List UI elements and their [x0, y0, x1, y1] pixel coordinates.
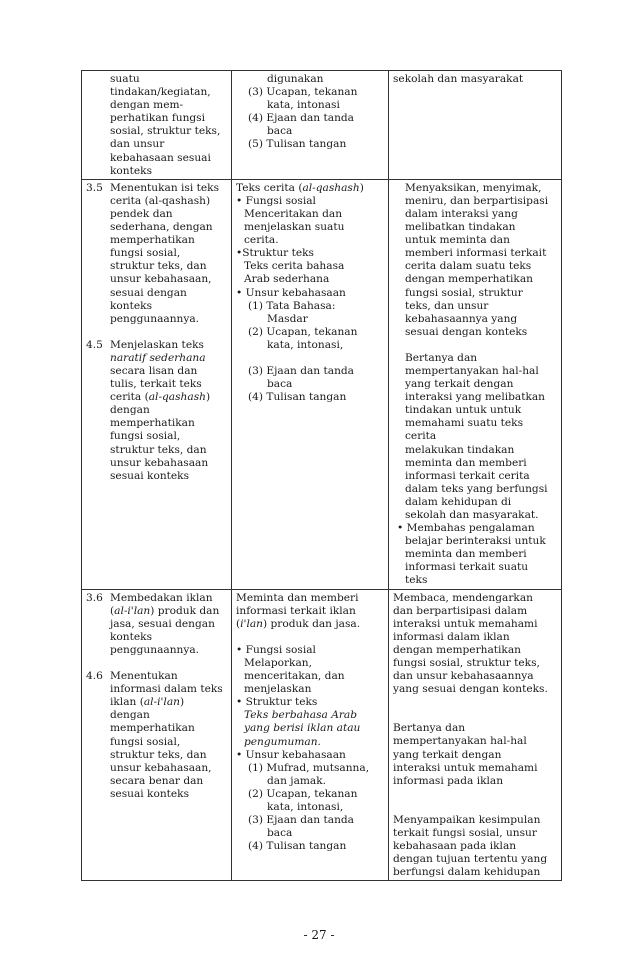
text-line: dalam teks yang berfungsi [405, 482, 548, 495]
text-line: mempertanyakan hal-hal [393, 735, 527, 748]
text-line: kebahasaan sesuai [110, 151, 211, 164]
text-line: digunakan [267, 73, 324, 85]
text-line: (4) Tulisan tangan [248, 391, 347, 404]
text-line: Menceritakan dan [244, 207, 343, 220]
text-line: tindakan/kegiatan, [110, 86, 211, 99]
material-cell [232, 179, 389, 589]
competency-cell [82, 589, 232, 881]
text-line: sekolah dan masyarakat [393, 73, 524, 85]
text-line: baca [267, 827, 293, 840]
text-line: Teks cerita (al-qashash) [236, 181, 364, 194]
text-line: memahami suatu teks [405, 417, 524, 430]
text-line: cerita dalam suatu teks [405, 260, 532, 273]
text-line: • Struktur teks [236, 696, 318, 709]
text-line: (1) Tata Bahasa: [248, 299, 336, 312]
material-cell [232, 71, 389, 180]
text-line: sesuai dengan [110, 286, 187, 299]
text-line: menjelaskan suatu [244, 221, 345, 234]
text-line: baca [267, 378, 293, 391]
text-line: interaksi untuk memahami [393, 761, 538, 774]
text-line: melibatkan tindakan [405, 221, 516, 234]
table-row [82, 71, 562, 180]
text-line: yang terkait dengan [405, 378, 514, 391]
activity-cell [389, 589, 562, 881]
curriculum-table [81, 70, 562, 881]
text-line: interaksi untuk memahami [393, 617, 538, 630]
text-line: melakukan tindakan [405, 443, 515, 456]
text-line: Menyampaikan kesimpulan [393, 813, 541, 826]
text-line: Menentukan [110, 670, 178, 683]
text-line: memperhatikan [110, 417, 195, 430]
text-line: Menjelaskan teks [110, 338, 204, 351]
text-line: interaksi yang melibatkan [405, 391, 546, 404]
text-line: (5) Tulisan tangan [248, 138, 347, 151]
text-line: fungsi sosial, [110, 430, 181, 443]
text-line: konteks [110, 630, 153, 643]
text-line: dengan memperhatikan [393, 643, 521, 656]
text-line: (2) Ucapan, tekanan [248, 787, 358, 800]
text-line: berfungsi dalam kehidupan [393, 866, 541, 879]
text-line: dan jamak. [267, 774, 327, 787]
text-line: (4) Tulisan tangan [248, 840, 347, 853]
text-line: fungsi sosial, struktur [405, 286, 523, 299]
text-line: (3) Ejaan dan tanda [248, 814, 354, 827]
kd-number: 3.6 [86, 591, 103, 604]
text-line: • Fungsi sosial [236, 194, 316, 207]
blank-line [236, 352, 384, 365]
text-line: informasi terkait cerita [405, 469, 530, 482]
text-line: baca [267, 125, 293, 138]
text-line: • Fungsi sosial [236, 643, 316, 656]
text-line: cerita (al-qashash) [110, 391, 211, 404]
text-line: Arab sederhana [244, 273, 330, 286]
text-line: dalam interaksi yang [405, 207, 518, 220]
text-line: suatu [110, 73, 140, 85]
text-line: cerita [405, 430, 437, 443]
text-line: Melaporkan, [244, 656, 312, 669]
text-line: konteks [110, 299, 153, 312]
text-line: Bertanya dan [405, 351, 478, 364]
material-cell [232, 589, 389, 881]
text-line: fungsi sosial, [110, 247, 181, 260]
text-line: meminta dan memberi [405, 456, 527, 469]
text-line: sesuai konteks [110, 469, 190, 482]
text-line: cerita (al-qashash) [110, 194, 211, 207]
text-line: informasi pada iklan [393, 774, 504, 787]
text-line: (3) Ucapan, tekanan [248, 86, 358, 99]
text-line: fungsi sosial, struktur teks, [393, 657, 540, 670]
text-line: teks [405, 574, 428, 587]
text-line: naratif sederhana [110, 351, 206, 364]
text-line: (al-i'lan) produk dan [110, 604, 220, 617]
text-line: Meminta dan memberi [236, 591, 359, 604]
text-line: tulis, terkait teks [110, 378, 202, 391]
text-line: kata, intonasi [267, 99, 340, 112]
text-line: tindakan untuk untuk [405, 404, 522, 417]
text-line: struktur teks, dan [110, 443, 207, 456]
text-line: sesuai konteks [110, 787, 190, 800]
text-line: iklan (al-i'lan) [110, 696, 185, 709]
text-line: belajar berinteraksi untuk [405, 535, 546, 548]
text-line: secara lisan dan [110, 364, 198, 377]
text-line: penggunaannya. [110, 643, 200, 656]
text-line: fungsi sosial, [110, 735, 181, 748]
text-line: dengan tujuan tertentu yang [393, 853, 548, 866]
text-line: menceritakan, dan [244, 670, 345, 683]
text-line: dan unsur kebahasaannya [393, 670, 534, 683]
text-line: sesuai dengan konteks [405, 325, 528, 338]
text-line: • Membahas pengalaman [397, 522, 535, 535]
competency-cell [82, 179, 232, 589]
text-line: dengan mem- [110, 99, 184, 112]
text-line: meniru, dan berpartisipasi [405, 194, 549, 207]
text-line: Menentukan isi teks [110, 181, 219, 194]
text-line: yang berisi iklan atau [244, 722, 361, 735]
table-row [82, 179, 562, 589]
text-line: perhatikan fungsi [110, 112, 205, 125]
text-line: Teks cerita bahasa [244, 260, 345, 273]
text-line: • Unsur kebahasaan [236, 748, 346, 761]
text-line: memperhatikan [110, 722, 195, 735]
text-line: terkait fungsi sosial, unsur [393, 826, 537, 839]
text-line: sederhana, dengan [110, 221, 213, 234]
kd-number: 4.6 [86, 670, 103, 683]
text-line: dan unsur [110, 138, 165, 151]
activity-cell [389, 179, 562, 589]
text-line: konteks [110, 164, 153, 177]
text-line: Bertanya dan [393, 722, 466, 735]
text-line: unsur kebahasaan [110, 456, 209, 469]
text-line: • Unsur kebahasaan [236, 286, 346, 299]
text-line: Teks berbahasa Arab [244, 709, 358, 722]
kd-number: 4.5 [86, 338, 103, 351]
text-line: pendek dan [110, 207, 173, 220]
text-line: sosial, struktur teks, [110, 125, 221, 138]
text-line: teks, dan unsur [405, 299, 489, 312]
text-line: Membaca, mendengarkan [393, 591, 533, 604]
text-line: unsur kebahasaan, [110, 273, 212, 286]
text-line: memberi informasi terkait [405, 247, 547, 260]
text-line: dengan [110, 404, 150, 417]
text-line: kata, intonasi, [267, 800, 344, 813]
text-line: jasa, sesuai dengan [110, 617, 215, 630]
text-line: struktur teks, dan [110, 748, 207, 761]
text-line: dengan memperhatikan [405, 273, 533, 286]
text-line: •Struktur teks [236, 247, 314, 260]
text-line: (1) Mufrad, mutsanna, [248, 761, 370, 774]
text-line: kebahasaannya yang [405, 312, 518, 325]
text-line: struktur teks, dan [110, 260, 207, 273]
table-row [82, 589, 562, 881]
text-line: dan berpartisipasi dalam [393, 604, 528, 617]
text-line: Membedakan iklan [110, 591, 213, 604]
text-line: mempertanyakan hal-hal [405, 364, 539, 377]
text-line: informasi dalam iklan [393, 630, 510, 643]
text-line: unsur kebahasaan, [110, 761, 212, 774]
activity-cell [389, 71, 562, 180]
text-line: meminta dan memberi [405, 548, 527, 561]
text-line: yang terkait dengan [393, 748, 502, 761]
text-line: dengan [110, 709, 150, 722]
text-line: Masdar [267, 312, 308, 325]
text-line: dalam kehidupan di [405, 495, 512, 508]
text-line: penggunaannya. [110, 312, 200, 325]
text-line: yang sesuai dengan konteks. [393, 683, 548, 696]
text-line: cerita. [244, 234, 279, 247]
text-line: kebahasaan pada iklan [393, 839, 517, 852]
competency-cell [82, 71, 232, 180]
text-line: menjelaskan [244, 683, 312, 696]
text-line: (i'lan) produk dan jasa. [236, 617, 361, 630]
text-line: Menyaksikan, menyimak, [405, 181, 542, 194]
text-line: kata, intonasi, [267, 338, 344, 351]
text-line: (2) Ucapan, tekanan [248, 325, 358, 338]
text-line: untuk meminta dan [405, 234, 510, 247]
text-line: (3) Ejaan dan tanda [248, 364, 354, 377]
text-line: sekolah dan masyarakat. [405, 509, 539, 521]
text-line: informasi dalam teks [110, 683, 223, 696]
text-line: informasi terkait iklan [236, 604, 356, 617]
text-line: pengumuman. [244, 735, 321, 748]
page-number: - 27 - [303, 928, 335, 942]
text-line: secara benar dan [110, 774, 204, 787]
text-line: (4) Ejaan dan tanda [248, 112, 354, 125]
text-line: informasi terkait suatu [405, 561, 529, 574]
text-line: memperhatikan [110, 234, 195, 247]
kd-number: 3.5 [86, 181, 103, 194]
